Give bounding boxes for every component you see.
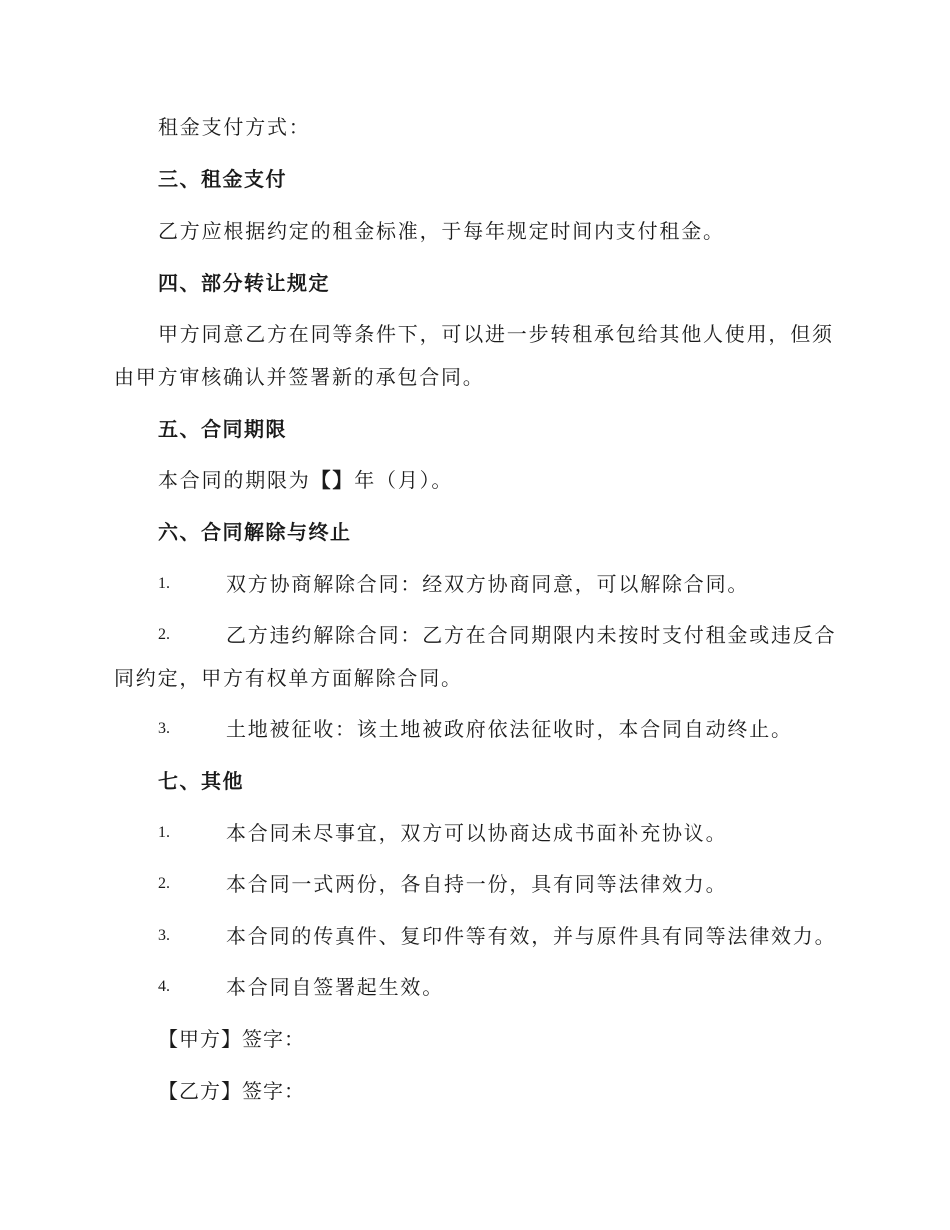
section6-item2-number: 2. — [158, 626, 170, 643]
section4-body-line2: 由甲方审核确认并签署新的承包合同。 — [114, 365, 485, 389]
section7-item4-number: 4. — [158, 978, 170, 995]
section5-body — [158, 467, 878, 493]
section6-item1-text: 双方协商解除合同：经双方协商同意，可以解除合同。 — [226, 572, 750, 596]
section5-body-prefix: 本合同的期限为 — [158, 468, 311, 492]
section6-item2-text: 乙方违约解除合同：乙方在合同期限内未按时支付租金或违反合 — [226, 623, 837, 647]
section7-item1-text: 本合同未尽事宜，双方可以协商达成书面补充协议。 — [226, 821, 728, 845]
section7-heading: 七、其他 — [158, 769, 244, 793]
section4-body-line1: 甲方同意乙方在同等条件下，可以进一步转租承包给其他人使用，但须 — [158, 322, 834, 346]
section7-item2-text: 本合同一式两份，各自持一份，具有同等法律效力。 — [226, 872, 728, 896]
section7-item4-text: 本合同自签署起生效。 — [226, 975, 444, 999]
section6-item3-text: 土地被征收：该土地被政府依法征收时，本合同自动终止。 — [226, 717, 793, 741]
section6-heading: 六、合同解除与终止 — [158, 520, 352, 544]
section4-heading: 四、部分转让规定 — [158, 271, 330, 295]
section3-body: 乙方应根据约定的租金标准，于每年规定时间内支付租金。 — [158, 219, 725, 243]
section5-heading: 五、合同期限 — [158, 417, 287, 441]
duration-blank-bracket: 【】 — [310, 468, 355, 492]
section6-item2-continuation: 同约定，甲方有权单方面解除合同。 — [114, 666, 463, 690]
section6-item1-number: 1. — [158, 575, 170, 592]
section6-item3-number: 3. — [158, 720, 170, 737]
party-b-signature-line: 【乙方】签字： — [158, 1079, 305, 1103]
section7-item3-text: 本合同的传真件、复印件等有效，并与原件具有同等法律效力。 — [226, 924, 837, 948]
section3-heading: 三、租金支付 — [158, 167, 287, 191]
party-a-signature-line: 【甲方】签字： — [158, 1027, 305, 1051]
section5-body-suffix: 年（月）。 — [354, 468, 454, 492]
section7-item3-number: 3. — [158, 927, 170, 944]
section7-item2-number: 2. — [158, 875, 170, 892]
section7-item1-number: 1. — [158, 824, 170, 841]
payment-method-label: 租金支付方式： — [158, 115, 311, 139]
